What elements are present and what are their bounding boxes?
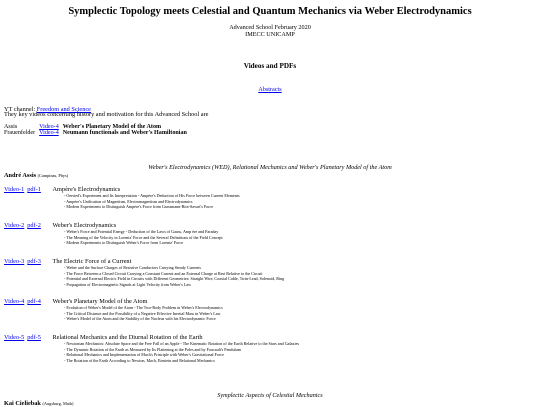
key-name: Frauenfelder xyxy=(4,130,36,136)
speaker-affiliation: (Campinas, Phys) xyxy=(37,173,69,178)
yt-label: YT channel: xyxy=(4,106,36,113)
video-link[interactable]: Video-3 xyxy=(4,258,25,265)
pdf-link[interactable]: pdf-5 xyxy=(27,334,41,341)
speaker-cieliebak xyxy=(4,400,73,407)
videos-heading: Videos and PDFs xyxy=(243,62,297,70)
lecture-title: The Electric Force of a Current xyxy=(52,258,132,265)
bullet: - Newtonian Mechanics: Absolute Space and the Free Fall of an Apple - The Kinematic Rotation of the Earth Relative to the Stars and Galaxies xyxy=(64,341,300,346)
key-video-link[interactable]: Video-4 xyxy=(39,130,59,136)
video-link[interactable]: Video-5 xyxy=(4,334,25,341)
bullet: - Weber's Force and Potential Energy - Deduction of the Laws of Gauss, Amp ère and Faraday xyxy=(64,229,219,234)
yt-channel-link[interactable]: Freedom and Science xyxy=(36,106,91,113)
bullet: - Evolution of Weber's Model of the Atom - The Two-Body Problem in Weber's Electrodynamics xyxy=(64,305,223,310)
bullet: - Weber and the Surface Charges of Resistive Conductors Carrying Steady Currents xyxy=(64,265,201,270)
video-link[interactable]: Video-1 xyxy=(4,186,25,193)
lecture-title: Weber's Planetary Model of the Atom xyxy=(52,298,148,305)
speaker-affiliation: (Augsburg, Math) xyxy=(42,401,74,406)
pdf-link[interactable]: pdf-1 xyxy=(27,186,41,193)
speaker-name: Kai Cieliebak xyxy=(4,400,41,407)
lecture-block xyxy=(4,258,284,287)
bullet: - Ampère's Unification of Magnetism, Electromagnetism and Electrodynamics xyxy=(64,198,193,204)
pdf-link[interactable]: pdf-2 xyxy=(27,222,41,229)
lecture-block xyxy=(4,298,223,322)
speaker-assis xyxy=(4,172,68,179)
key-desc: Neumann functionals and Weber's Hamiltonian xyxy=(62,130,187,136)
lecture-block xyxy=(4,334,299,363)
bullet: - The Meaning of the Velocity in Lorentz' Force and the Several Definitions of the Field Concept xyxy=(64,234,223,240)
lecture-title: Ampère's Electrodynamics xyxy=(52,186,121,193)
key-videos-table xyxy=(2,124,189,136)
key-video-link[interactable]: Video-4 xyxy=(39,124,59,130)
bullet: - Modern Experiments to Distinguish Ampère's Force from Grassmann-Biot-Savart's Force xyxy=(64,204,214,210)
abstracts-link[interactable]: Abstracts xyxy=(258,86,282,93)
lecture-title: Weber's Electrodynamics xyxy=(52,222,117,229)
bullet: - The Dynamic Rotation of the Earth as Measured by Its Flattening at the Poles and by Foucault's Pendulum xyxy=(64,346,241,352)
table-row xyxy=(2,130,189,136)
pdf-link[interactable]: pdf-3 xyxy=(27,258,41,265)
video-link[interactable]: Video-2 xyxy=(4,222,25,229)
section-title: Symplectic Aspects of Celestial Mechanics xyxy=(217,392,323,399)
bullet: - Potential and External Electric Field in Circuits with Different Geometries: Straight Wire, Coaxial Cable, Twin-Lead, Solenoid, Ring xyxy=(64,276,285,282)
lecture-title: Relational Mechanics and the Diurnal Rotation of the Earth xyxy=(52,334,203,341)
bullet: - The Rotation of the Earth According to Newton, Mach, Einstein and Relational Mechanics xyxy=(64,357,215,363)
bullet: - Relational Mechanics and Implementation of Mach's Principle with Weber's Gravitational Force xyxy=(64,352,224,358)
bullet: - Weber's Model of the Atom and the Stability of the Nucleus with his Electrodynamic Force xyxy=(64,316,216,322)
page-title: Symplectic Topology meets Celestial and Quantum Mechanics via Weber Electrodynamics xyxy=(68,6,472,17)
section-title: Weber's Electrodynamics (WED), Relational Mechanics and Weber's Planetary Model of the Atom xyxy=(148,164,392,171)
bullet: - The Critical Distance and the Possibility of a Negative Effective Inertial Mass in Weber's Law xyxy=(64,310,221,316)
video-link[interactable]: Video-4 xyxy=(4,298,25,305)
bullet: - Oersted's Experiment and Its Interpretation - Ampère's Deduction of His Force between Current Elements xyxy=(64,193,240,198)
bullet: - Modern Experiments to Distinguish Weber's Force from Lorentz' Force xyxy=(64,240,184,246)
key-name: Assis xyxy=(4,124,18,130)
bullet: - The Force Between a Closed Circuit Carrying a Constant Current and an External Charge at Rest Relative to the Circuit xyxy=(64,270,263,276)
key-desc: Weber's Planetary Model of the Atom xyxy=(62,124,162,130)
speaker-name: André Assis xyxy=(4,172,37,179)
school-date: Advanced School February 2020 xyxy=(229,24,311,31)
intro-text: They key videos concerning history and motivation for this Advanced School are xyxy=(4,111,209,118)
lecture-block xyxy=(4,186,240,210)
lecture-block xyxy=(4,222,223,246)
school-place: IMECC UNICAMP xyxy=(245,31,295,38)
bullet: - Propagation of Electromagnetic Signals at Light Velocity from Weber's Law xyxy=(64,281,192,287)
pdf-link[interactable]: pdf-4 xyxy=(27,298,41,305)
